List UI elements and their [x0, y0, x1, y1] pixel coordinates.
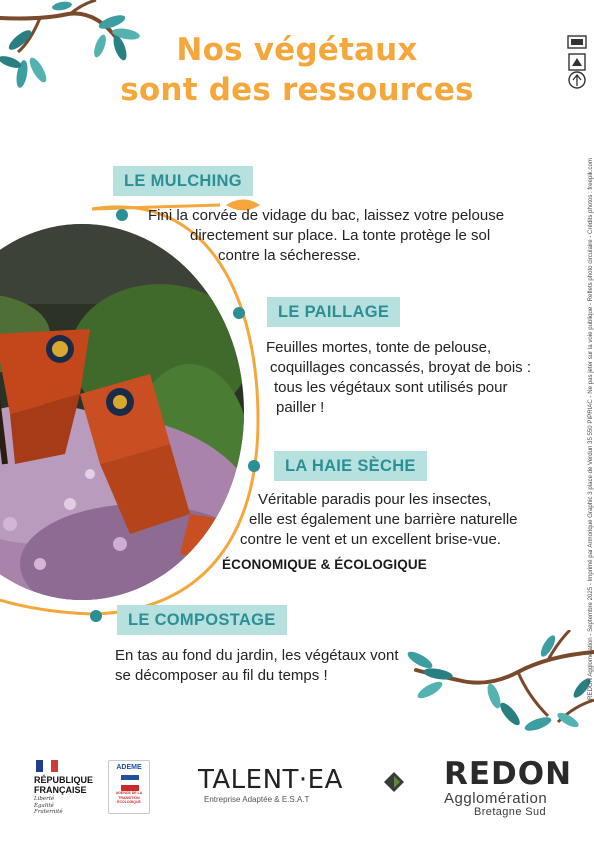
- title-line-2: sont des ressources: [120, 72, 474, 108]
- footer-logos: [0, 752, 594, 822]
- talent-subtitle: Entreprise Adaptée & E.S.A.T: [204, 795, 310, 804]
- text-line: directement sur place. La tonte protège le sol: [190, 227, 491, 244]
- talent-diamond-icon: [384, 772, 404, 792]
- text-line: En tas au fond du jardin, les végétaux vont: [115, 647, 399, 664]
- timeline-dot-compostage: [90, 610, 102, 622]
- rf-motto-line-3: Fraternité: [34, 809, 63, 815]
- timeline-dot-paillage: [233, 307, 245, 319]
- text-paillage: [266, 338, 531, 418]
- text-line: coquillages concassés, broyat de bois :: [270, 359, 531, 376]
- rf-name-line-2: FRANÇAISE: [34, 785, 87, 795]
- rf-name-line-1: RÉPUBLIQUE: [34, 775, 94, 785]
- heading-compostage: LE COMPOSTAGE: [117, 605, 287, 635]
- redon-bretagne-sud: Bretagne Sud: [474, 806, 547, 818]
- legal-mention: REDON Agglomération - Septembre 2025 - Imprimé par Armorique Graphic 3 place de Verdun 35 550 PIPRIAC - Ne pas jeter sur la voie publique - Reflets photo circulaire - Crédits photos : freepik.com: [587, 158, 594, 700]
- ademe-name: ADEME: [116, 764, 142, 771]
- heading-mulching: LE MULCHING: [113, 166, 253, 196]
- recycle-info-icon: [566, 34, 588, 98]
- heading-paillage: LE PAILLAGE: [267, 297, 400, 327]
- french-flag-icon: [36, 760, 58, 772]
- text-compostage: [115, 646, 399, 686]
- rf-motto-line-1: Liberté: [34, 796, 55, 802]
- rf-motto: [34, 796, 104, 816]
- text-line: pailler !: [276, 399, 325, 416]
- text-line: contre le vent et un excellent brise-vue.: [240, 531, 501, 548]
- branch-decoration-bottom-right: [398, 630, 594, 736]
- text-line: Feuilles mortes, tonte de pelouse,: [266, 339, 492, 356]
- text-line: tous les végétaux sont utilisés pour: [274, 379, 508, 396]
- talent-name: TALENT·EA: [198, 765, 343, 795]
- rf-motto-line-2: Égalité: [34, 802, 54, 809]
- rf-name: [34, 775, 104, 795]
- redon-agglomeration-logo: [444, 758, 572, 818]
- redon-agglomeration: Agglomération: [444, 790, 548, 807]
- timeline-dot-haie: [248, 460, 260, 472]
- text-line: elle est également une barrière naturelle: [249, 511, 518, 528]
- economic-ecologic-label: ÉCONOMIQUE & ÉCOLOGIQUE: [222, 557, 427, 572]
- heading-haie-seche: LA HAIE SÈCHE: [274, 451, 427, 481]
- text-line: Véritable paradis pour les insectes,: [258, 491, 492, 508]
- ademe-logo: [108, 760, 150, 814]
- talent-ea-logo: [198, 766, 343, 804]
- arc-top-leaf-icon: [0, 0, 1, 1]
- redon-name: REDON: [444, 756, 573, 792]
- text-line: contre la sécheresse.: [218, 247, 361, 264]
- text-mulching: [148, 206, 504, 266]
- text-haie-seche: [240, 490, 518, 550]
- ademe-emblem-icon: [121, 775, 139, 791]
- republique-francaise-logo: [34, 760, 104, 816]
- title-line-1: Nos végétaux: [176, 32, 418, 68]
- text-line: Fini la corvée de vidage du bac, laissez votre pelouse: [148, 207, 505, 224]
- butterflies-photo: [0, 224, 244, 600]
- timeline-dot-mulching: [116, 209, 128, 221]
- text-line: se décomposer au fil du temps !: [115, 667, 328, 684]
- ademe-subtitle: AGENCE DE LA TRANSITION ÉCOLOGIQUE: [115, 791, 143, 804]
- poster-title: [0, 30, 594, 110]
